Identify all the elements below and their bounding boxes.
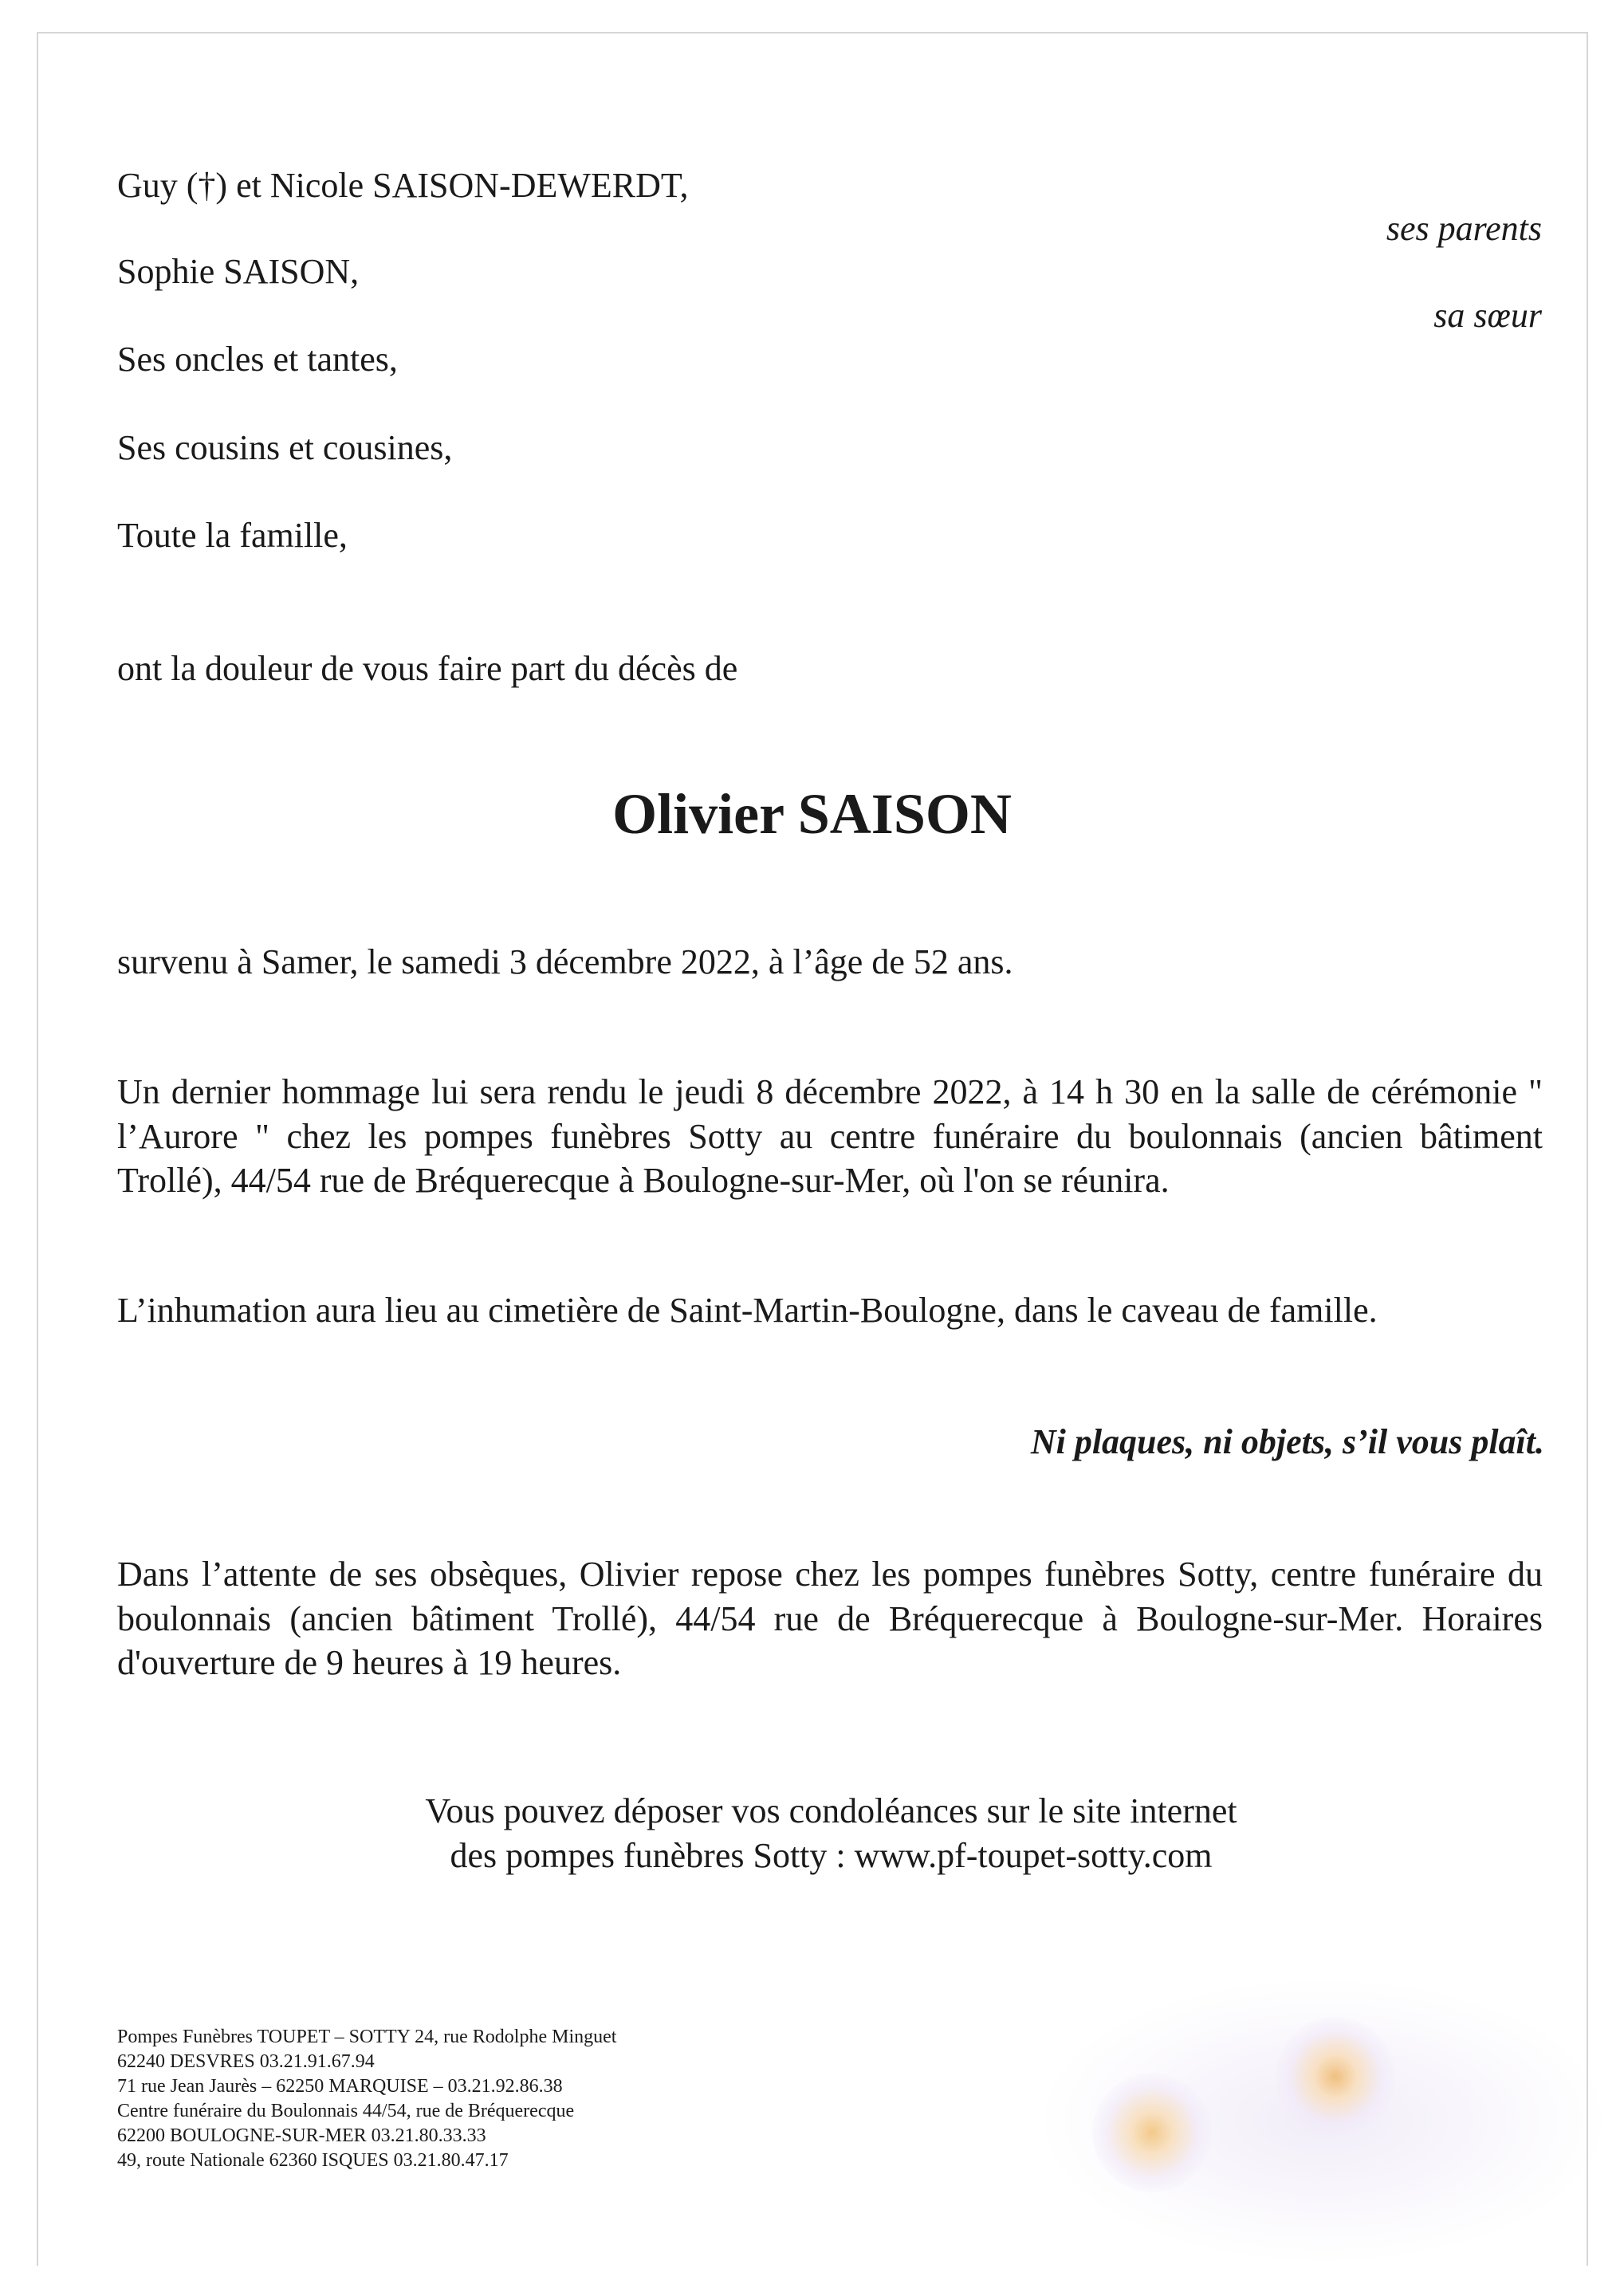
death-details: survenu à Samer, le samedi 3 décembre 2022, à l’âge de 52 ans. bbox=[117, 942, 1013, 981]
condolences-line-2: des pompes funèbres Sotty : www.pf-toupet-sotty.com bbox=[450, 1836, 1213, 1875]
footer-line: Centre funéraire du Boulonnais 44/54, rue de Bréquerecque bbox=[117, 2101, 575, 2121]
condolences-line-1: Vous pouvez déposer vos condoléances sur le site internet bbox=[425, 1791, 1237, 1830]
relation-sister: sa sœur bbox=[1433, 296, 1542, 335]
family-parents: Guy (†) et Nicole SAISON-DEWERDT, bbox=[117, 166, 689, 205]
footer-line: 62200 BOULOGNE-SUR-MER 03.21.80.33.33 bbox=[117, 2125, 486, 2146]
family-all: Toute la famille, bbox=[117, 516, 348, 555]
burial-paragraph: L’inhumation aura lieu au cimetière de Saint-Martin-Boulogne, dans le caveau de famille. bbox=[117, 1291, 1378, 1330]
footer-line: 71 rue Jean Jaurès – 62250 MARQUISE – 03.21.92.86.38 bbox=[117, 2076, 563, 2097]
family-uncles-aunts: Ses oncles et tantes, bbox=[117, 340, 398, 379]
announcement: ont la douleur de vous faire part du décès de bbox=[117, 649, 738, 688]
family-sister: Sophie SAISON, bbox=[117, 252, 360, 291]
footer-line: 49, route Nationale 62360 ISQUES 03.21.80.47.17 bbox=[117, 2150, 509, 2171]
deceased-name: Olivier SAISON bbox=[612, 782, 1012, 846]
footer-line: 62240 DESVRES 03.21.91.67.94 bbox=[117, 2051, 375, 2072]
no-flowers-note: Ni plaques, ni objets, s’il vous plaît. bbox=[1030, 1422, 1544, 1461]
footer-line: Pompes Funèbres TOUPET – SOTTY 24, rue Rodolphe Minguet bbox=[117, 2027, 617, 2047]
funeral-home-addresses bbox=[117, 2025, 616, 2173]
family-cousins: Ses cousins et cousines, bbox=[117, 428, 453, 467]
relation-parents: ses parents bbox=[1386, 209, 1542, 248]
ceremony-paragraph: Un dernier hommage lui sera rendu le jeudi 8 décembre 2022, à 14 h 30 en la salle de cérémonie " l’Aurore " chez les pompes funèbres Sotty au centre funéraire du boulonnais (ancien bâtiment Trollé), 44/54 rue de Bréquerecque à Boulogne-sur-Mer, où l'on se réunira. bbox=[117, 1072, 1543, 1200]
rest-paragraph: Dans l’attente de ses obsèques, Olivier repose chez les pompes funèbres Sotty, centre funéraire du boulonnais (ancien bâtiment Trollé), 44/54 rue de Bréquerecque à Boulogne-sur-Mer. Horaires d'ouverture de 9 heures à 19 heures. bbox=[117, 1555, 1543, 1682]
